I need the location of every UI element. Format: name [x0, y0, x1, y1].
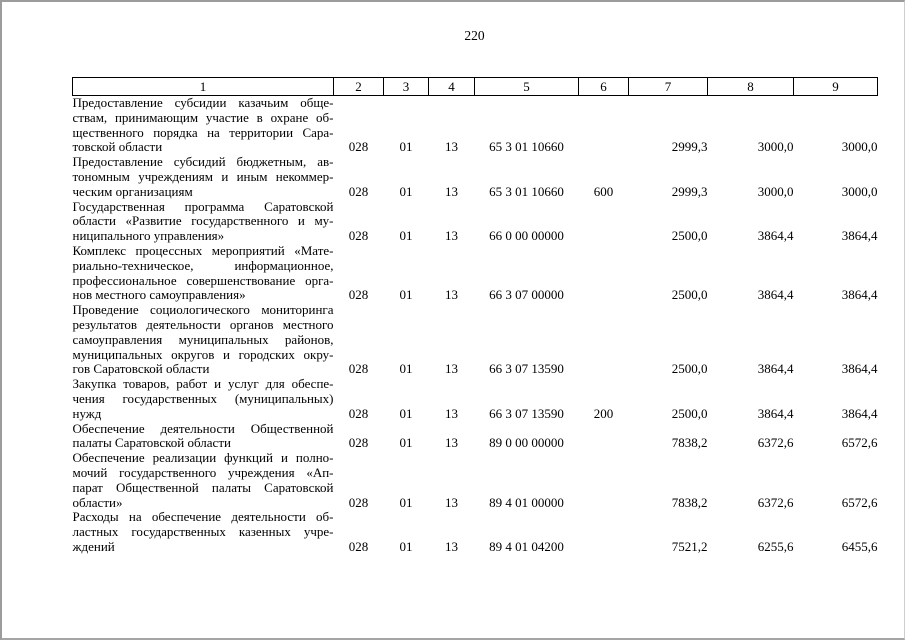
cell-amount-3: 3000,0 — [841, 139, 878, 155]
cell-description — [73, 377, 334, 421]
cell-code-podrazdel: 13 — [445, 361, 458, 377]
table-body — [73, 96, 878, 555]
cell-target-code: 66 0 00 00000 — [489, 228, 564, 244]
text-line: мочий государственного учреждения «Ап- — [72, 464, 334, 480]
cell-amount-3: 3864,4 — [841, 287, 878, 303]
cell-expense-type — [579, 244, 629, 303]
cell-code-podrazdel: 13 — [445, 405, 458, 421]
cell-target-code: 89 4 01 00000 — [489, 494, 564, 510]
cell-code-razdel: 01 — [399, 361, 413, 377]
cell-amount-3: 6455,6 — [841, 538, 878, 554]
text-line: области» — [72, 494, 123, 510]
cell-expense-type — [579, 451, 629, 510]
text-line: области «Развитие государственного и му- — [72, 213, 334, 229]
table-row — [73, 451, 878, 510]
text-line: товской области — [72, 139, 163, 155]
budget-table — [72, 77, 878, 555]
table-row — [73, 510, 878, 554]
cell-amount-2: 3864,4 — [757, 405, 794, 421]
cell-code-razdel: 01 — [399, 494, 413, 510]
column-header-5: 5 — [475, 78, 579, 96]
text-line: Государственная программа Саратовской — [72, 198, 334, 214]
table-row — [73, 96, 878, 156]
cell-code-grbs: 028 — [348, 405, 369, 421]
cell-amount-3: 3864,4 — [841, 361, 878, 377]
cell-amount-1: 7838,2 — [671, 494, 708, 510]
text-line: Обеспечение деятельности Общественной — [72, 420, 334, 436]
cell-amount-2: 3864,4 — [757, 287, 794, 303]
cell-code-grbs: 028 — [348, 538, 369, 554]
cell-expense-type — [579, 422, 629, 452]
cell-expense-type: 600 — [593, 183, 614, 199]
cell-expense-type: 200 — [593, 405, 614, 421]
cell-amount-2: 6372,6 — [757, 494, 794, 510]
cell-amount-1: 2500,0 — [671, 361, 708, 377]
table-header — [73, 78, 878, 96]
cell-amount-3: 3000,0 — [841, 183, 878, 199]
cell-code-razdel: 01 — [399, 405, 413, 421]
cell-amount-2: 3864,4 — [757, 228, 794, 244]
text-line: палаты Саратовской области — [72, 435, 231, 451]
text-line: муниципальных округов и городских окру- — [72, 346, 334, 362]
text-line: ниципального управления» — [72, 228, 225, 244]
text-line: парат Общественной палаты Саратовской — [72, 479, 334, 495]
table-row — [73, 377, 878, 421]
text-line: ждений — [72, 538, 115, 554]
cell-expense-type — [579, 510, 629, 554]
text-line: Предоставление субсидии казачьим обще- — [72, 95, 334, 110]
cell-amount-1: 7838,2 — [671, 435, 708, 451]
cell-code-podrazdel: 13 — [445, 494, 458, 510]
text-line: ческим организациям — [72, 183, 193, 199]
table-row — [73, 244, 878, 303]
cell-amount-3: 6572,6 — [841, 494, 878, 510]
cell-amount-3: 3864,4 — [841, 405, 878, 421]
cell-code-podrazdel: 13 — [445, 287, 458, 303]
table-row — [73, 422, 878, 452]
text-line: Проведение социологического мониторинга — [72, 302, 334, 318]
text-line: Предоставление субсидий бюджетным, ав- — [72, 154, 334, 170]
text-line: нужд — [72, 405, 102, 421]
cell-expense-type — [579, 96, 629, 156]
cell-code-podrazdel: 13 — [445, 183, 458, 199]
column-header-8: 8 — [708, 78, 794, 96]
cell-amount-1: 2500,0 — [671, 405, 708, 421]
cell-amount-3: 3864,4 — [841, 228, 878, 244]
cell-amount-1: 2500,0 — [671, 228, 708, 244]
text-line: Расходы на обеспечение деятельности об- — [72, 509, 334, 525]
cell-code-podrazdel: 13 — [445, 435, 458, 451]
header-row — [73, 78, 878, 96]
cell-amount-1: 2999,3 — [671, 183, 708, 199]
cell-description — [73, 244, 334, 303]
cell-description — [73, 510, 334, 554]
cell-code-razdel: 01 — [399, 538, 413, 554]
cell-amount-2: 3864,4 — [757, 361, 794, 377]
table-row — [73, 303, 878, 377]
text-line: чения государственных (муниципальных) — [72, 390, 334, 406]
column-header-2: 2 — [334, 78, 384, 96]
table-row — [73, 155, 878, 199]
text-line: самоуправления муниципальных районов, — [72, 331, 334, 347]
cell-description — [73, 451, 334, 510]
cell-code-grbs: 028 — [348, 183, 369, 199]
cell-code-grbs: 028 — [348, 287, 369, 303]
cell-code-razdel: 01 — [399, 287, 413, 303]
cell-code-razdel: 01 — [399, 228, 413, 244]
cell-target-code: 66 3 07 13590 — [489, 361, 564, 377]
column-header-7: 7 — [629, 78, 708, 96]
column-header-1: 1 — [73, 78, 334, 96]
text-line: ствам, принимающим участие в охране об- — [72, 109, 334, 125]
cell-amount-1: 2999,3 — [671, 139, 708, 155]
cell-code-podrazdel: 13 — [445, 228, 458, 244]
text-line: результатов деятельности органов местного — [72, 316, 334, 332]
text-line: щественного порядка на территории Сара- — [72, 124, 334, 140]
cell-code-grbs: 028 — [348, 139, 369, 155]
cell-amount-2: 3000,0 — [757, 139, 794, 155]
text-line: гов Саратовской области — [72, 361, 210, 377]
cell-description — [73, 200, 334, 244]
cell-target-code: 66 3 07 00000 — [489, 287, 564, 303]
cell-description — [73, 422, 334, 452]
column-header-9: 9 — [794, 78, 878, 96]
cell-description — [73, 96, 334, 156]
cell-expense-type — [579, 303, 629, 377]
text-line: тономным учреждениям и иным некоммер- — [72, 168, 334, 184]
cell-code-podrazdel: 13 — [445, 538, 458, 554]
cell-description — [73, 155, 334, 199]
column-header-3: 3 — [384, 78, 429, 96]
cell-code-razdel: 01 — [399, 139, 413, 155]
cell-code-razdel: 01 — [399, 183, 413, 199]
cell-amount-3: 6572,6 — [841, 435, 878, 451]
text-line: профессиональное совершенствование орга- — [72, 272, 334, 288]
text-line: нов местного самоуправления» — [72, 287, 246, 303]
text-line: риально-техническое, информационное, — [72, 257, 334, 273]
cell-expense-type — [579, 200, 629, 244]
column-header-6: 6 — [579, 78, 629, 96]
cell-target-code: 89 4 01 04200 — [489, 538, 564, 554]
cell-target-code: 65 3 01 10660 — [489, 139, 564, 155]
cell-amount-2: 6255,6 — [757, 538, 794, 554]
cell-amount-1: 7521,2 — [671, 538, 708, 554]
text-line: Обеспечение реализации функций и полно- — [72, 450, 334, 466]
cell-code-grbs: 028 — [348, 361, 369, 377]
cell-code-grbs: 028 — [348, 228, 369, 244]
cell-target-code: 65 3 01 10660 — [489, 183, 564, 199]
text-line: ластных государственных казенных учре- — [72, 524, 334, 540]
cell-target-code: 66 3 07 13590 — [489, 405, 564, 421]
text-line: Комплекс процессных мероприятий «Мате- — [72, 242, 334, 258]
cell-amount-1: 2500,0 — [671, 287, 708, 303]
text-line: Закупка товаров, работ и услуг для обеспе- — [72, 376, 334, 392]
cell-code-podrazdel: 13 — [445, 139, 458, 155]
table-row — [73, 200, 878, 244]
column-header-4: 4 — [429, 78, 475, 96]
cell-amount-2: 6372,6 — [757, 435, 794, 451]
cell-description — [73, 303, 334, 377]
cell-target-code: 89 0 00 00000 — [489, 435, 564, 451]
cell-code-razdel: 01 — [399, 435, 413, 451]
cell-code-grbs: 028 — [348, 494, 369, 510]
cell-amount-2: 3000,0 — [757, 183, 794, 199]
cell-code-grbs: 028 — [348, 435, 369, 451]
page-number: 220 — [464, 28, 485, 43]
